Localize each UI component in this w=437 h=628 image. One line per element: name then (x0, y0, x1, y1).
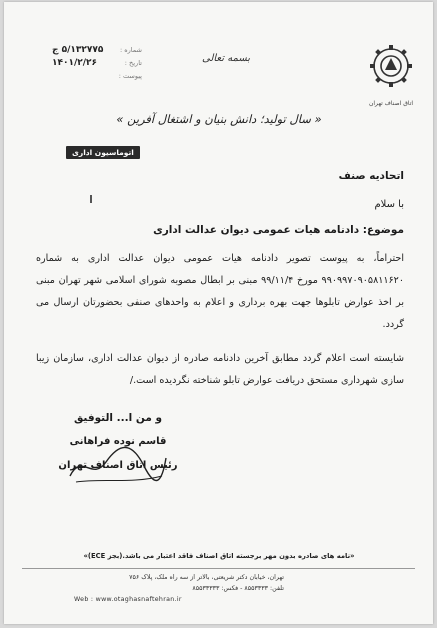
guild-chamber-logo-icon (369, 42, 413, 98)
validity-footnote: «نامه های صادره بدون مهر برجسته اتاق اصناف فاقد اعتبار می باشد.(بجز ECE)» (83, 552, 355, 560)
signature-scribble-icon (62, 432, 172, 488)
recipient: اتحادیه صنف (338, 170, 404, 182)
signatory-name: قاسم نوده فراهانی (69, 436, 167, 447)
year-slogan: « سال تولید؛ دانش بنیان و اشتغال آفرین » (116, 112, 322, 126)
footer-address: تهران، خیابان دکتر شریعتی، بالاتر از سه راه ملک، پلاک ۷۵۶ (129, 574, 284, 581)
closing-phrase: و من ا... التوفیق (73, 412, 163, 424)
signatory-title: رئیس اتاق اصناف تهران (58, 460, 178, 471)
letter-page (4, 2, 433, 624)
subject-line: موضوع: دادنامه هیات عمومی دیوان عدالت اداری (153, 224, 404, 236)
automation-stamp: اتوماسیون اداری (66, 146, 140, 159)
logo-caption: اتاق اصناف تهران (368, 100, 414, 107)
footer-website: Web : www.otaghasnaftehran.ir (74, 596, 182, 603)
ink-mark (90, 195, 92, 203)
footer-divider (22, 568, 415, 569)
letterhead-footer (74, 572, 284, 605)
body-paragraph-2: شایسته است اعلام گردد مطابق آخرین دادنامه صادره از دیوان عدالت اداری، سازمان زیبا سازی شهرداری مستحق دریافت عوارض تابلو شناخته نگردیده است./ (36, 353, 404, 386)
letter-meta (52, 44, 142, 83)
attachment-label: پیوست : (118, 72, 142, 80)
body-paragraph-1: احتراماً، به پیوست تصویر دادنامه هیات عمومی دیوان عدالت اداری به شماره ۹۹۰۹۹۷۰۹۰۵۸۱۱۶۲۰ مورخ ۹۹/۱۱/۴ مبنی بر ابطال مصوبه شورای اسلامی شهر تهران مبنی بر اخذ عوارض تابلوها جهت بهره برداری و اعلام به واحدهای صنفی بحضورتان ارسال می گردد. (36, 253, 404, 330)
number-label: شماره : (120, 46, 142, 54)
greeting: با سلام (374, 199, 404, 210)
date-label: تاریخ : (124, 59, 142, 67)
bismillah-heading: بسمه تعالی (202, 53, 251, 64)
footer-phones: تلفن: ۸۵۵۳۳۳۳ - فکس: ۸۵۵۳۳۳۳۳ (192, 585, 284, 592)
letter-number: ۵/۱۳۲۷۷۵ ج (52, 45, 104, 55)
letter-date: ۱۴۰۱/۲/۲۶ (52, 58, 98, 68)
